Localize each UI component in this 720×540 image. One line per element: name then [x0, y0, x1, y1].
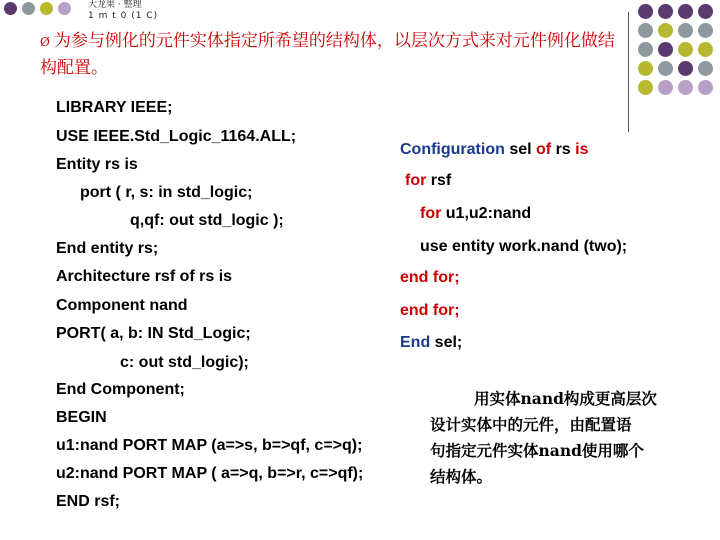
code-line: Architecture rsf of rs is — [56, 268, 233, 285]
keyword: for; — [428, 269, 460, 286]
dot — [658, 23, 673, 38]
dot — [22, 2, 35, 15]
dot — [4, 2, 17, 15]
dot — [638, 80, 653, 95]
keyword: end — [400, 269, 429, 286]
config-text: rs — [551, 141, 576, 158]
dot — [658, 80, 673, 95]
title-text: 为参与例化的元件实体指定所希望的结构体，以层次方式来对元件例化做结构配置。 — [40, 31, 615, 78]
dot — [698, 61, 713, 76]
code-line: End Component; — [56, 381, 185, 398]
keyword: Configuration — [400, 141, 505, 158]
dot — [58, 2, 71, 15]
logo-watermark — [88, 0, 158, 22]
code-line: c: out std_logic); — [120, 354, 249, 371]
code-line: q,qf: out std_logic ); — [130, 212, 284, 229]
bullet-icon: Ø — [40, 35, 50, 49]
dot — [698, 4, 713, 19]
config-line — [400, 334, 462, 352]
keyword: for; — [428, 302, 460, 319]
keyword: is — [575, 141, 589, 158]
code-line: END rsf; — [56, 493, 121, 510]
config-text: u1,u2:nand — [441, 205, 532, 222]
code-line: BEGIN — [56, 409, 107, 426]
note-line: 句指定元件实体nand使用哪个 — [430, 441, 644, 460]
code-line: PORT( a, b: IN Std_Logic; — [56, 325, 251, 342]
code-line: u1:nand PORT MAP (a=>s, b=>qf, c=>q); — [56, 437, 363, 454]
keyword: for — [405, 172, 427, 189]
config-line — [420, 205, 531, 223]
config-text: sel; — [430, 334, 463, 351]
code-line: port ( r, s: in std_logic; — [80, 184, 253, 201]
config-line — [400, 302, 460, 320]
config-text: sel — [504, 141, 537, 158]
keyword: for — [420, 205, 442, 222]
config-line: use entity work.nand (two); — [420, 238, 628, 255]
config-line — [405, 172, 451, 190]
config-line — [400, 141, 588, 159]
code-line: u2:nand PORT MAP ( a=>q, b=>r, c=>qf); — [56, 465, 364, 482]
logo-line-2: 1 m t 0 (1 C) — [88, 11, 159, 21]
keyword: of — [536, 141, 552, 158]
code-line: Entity rs is — [56, 156, 138, 173]
dot — [658, 61, 673, 76]
dot — [638, 61, 653, 76]
slide-title — [40, 28, 620, 81]
note-line: 用实体nand构成更高层次 — [474, 389, 657, 408]
dot — [698, 80, 713, 95]
dot — [638, 42, 653, 57]
config-line — [400, 269, 460, 287]
config-text: rsf — [426, 172, 452, 189]
dot — [678, 61, 693, 76]
decorative-dots-left — [2, 0, 78, 26]
dot — [678, 4, 693, 19]
divider-line — [628, 12, 629, 132]
dot — [698, 42, 713, 57]
dot — [40, 2, 53, 15]
dot — [678, 23, 693, 38]
dot — [638, 4, 653, 19]
dot — [658, 4, 673, 19]
dot — [698, 23, 713, 38]
dot — [678, 80, 693, 95]
code-line: USE IEEE.Std_Logic_1164.ALL; — [56, 128, 297, 145]
explanation-note — [430, 386, 694, 490]
note-line: 设计实体中的元件，由配置语 — [430, 415, 632, 434]
dot — [658, 42, 673, 57]
note-line: 结构体。 — [430, 467, 493, 486]
code-line: Component nand — [56, 297, 188, 314]
keyword: End — [400, 334, 431, 351]
dot — [678, 42, 693, 57]
code-line: LIBRARY IEEE; — [56, 99, 173, 116]
code-line: End entity rs; — [56, 240, 159, 257]
decorative-dots-right — [632, 0, 720, 110]
dot — [638, 23, 653, 38]
logo-line-1: 大龙果 · 整理 — [88, 0, 142, 10]
keyword: end — [400, 302, 429, 319]
